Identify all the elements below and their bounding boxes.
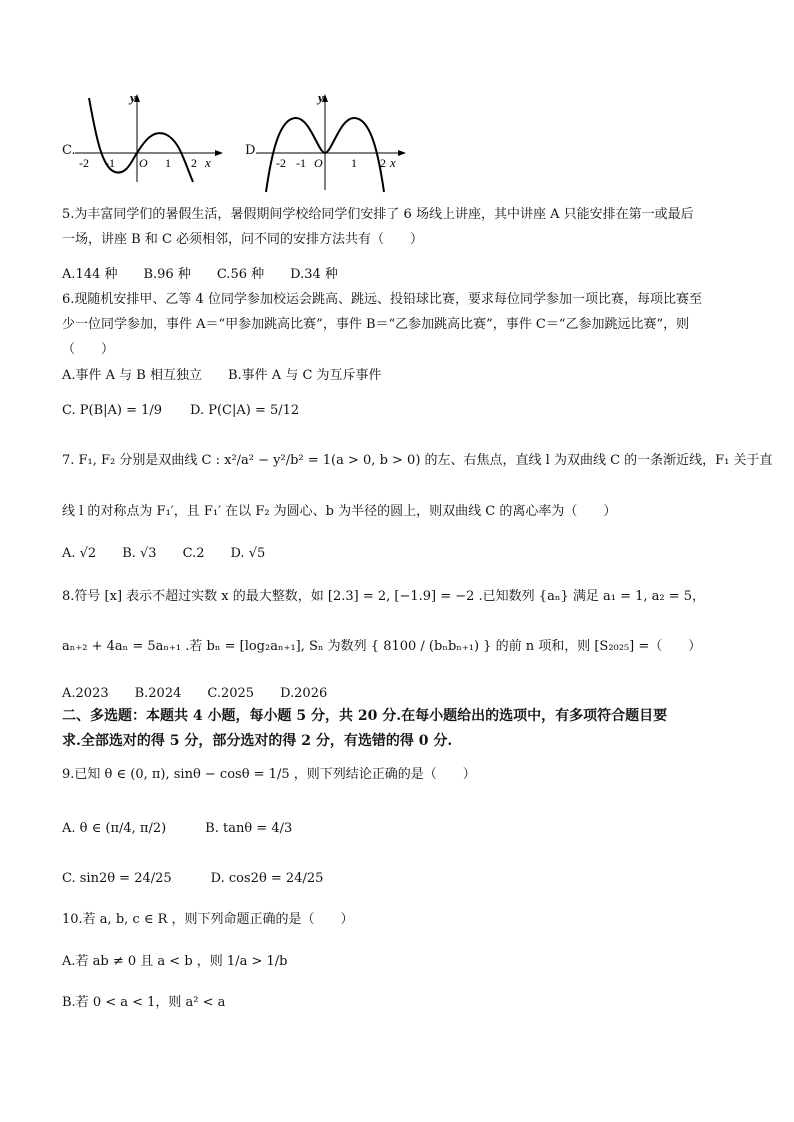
graph-c-x-label: x [205, 155, 211, 170]
graph-c-tick-origin: O [139, 156, 148, 170]
section2-line1: 二、多选题：本题共 4 小题，每小题 5 分，共 20 分.在每小题给出的选项中，有多项符合题目要 [62, 708, 668, 724]
graph-d-tick-1: 1 [351, 156, 357, 170]
graph-d-tick-neg1: -1 [296, 156, 306, 170]
q8-line2: aₙ₊₂ + 4aₙ = 5aₙ₊₁ .若 bₙ = [log₂aₙ₊₁], Sₙ 为数列 { 8100 / (bₙbₙ₊₁) } 的前 n 项和，则 [S₂₀₂₅] =（ ） [62, 639, 702, 654]
graph-c-tick-1: 1 [165, 156, 171, 170]
graph-d [258, 90, 408, 195]
graph-c-tick-neg1: -1 [105, 156, 115, 170]
graph-d-label: D. [245, 143, 260, 158]
graph-d-y-label: y [318, 90, 324, 105]
q9-stem: 9.已知 θ ∈ (0, π), sinθ − cosθ = 1/5 ，则下列结论正确的是（ ） [62, 767, 476, 782]
q9-options-cd: C. sin2θ = 24/25 D. cos2θ = 24/25 [62, 871, 324, 886]
q10-option-b: B.若 0 < a < 1，则 a² < a [62, 995, 226, 1010]
q7-line1: 7. F₁, F₂ 分别是双曲线 C : x²/a² − y²/b² = 1(a > 0, b > 0) 的左、右焦点，直线 l 为双曲线 C 的一条渐近线，F₁ 关于直 [62, 453, 773, 468]
graph-d-tick-2: 2 [380, 156, 386, 170]
graph-c-label: C. [62, 143, 76, 158]
q6-line2: 少一位同学参加，事件 A＝“甲参加跳高比赛”，事件 B＝“乙参加跳高比赛”，事件 C＝“乙参加跳远比赛”，则 [62, 317, 690, 332]
q6-option-d: D. P(C|A) = 5/12 [190, 403, 300, 418]
q5-line2: 一场，讲座 B 和 C 必须相邻，问不同的安排方法共有（ ） [62, 232, 424, 247]
q8-options: A.2023 B.2024 C.2025 D.2026 [62, 686, 328, 701]
graph-c-tick-neg2: -2 [79, 156, 89, 170]
q5-line1: 5.为丰富同学们的暑假生活，暑假期间学校给同学们安排了 6 场线上讲座，其中讲座 A 只能安排在第一或最后 [62, 207, 694, 222]
graph-c-tick-2: 2 [191, 156, 197, 170]
q8-line1: 8.符号 [x] 表示不超过实数 x 的最大整数，如 [2.3] = 2, [−1.9] = −2 .已知数列 {aₙ} 满足 a₁ = 1, a₂ = 5， [62, 589, 706, 604]
q10-stem: 10.若 a, b, c ∈ R ，则下列命题正确的是（ ） [62, 912, 354, 927]
q6-options-ab: A.事件 A 与 B 相互独立 B.事件 A 与 C 为互斥事件 [62, 368, 382, 383]
q5-options: A.144 种 B.96 种 C.56 种 D.34 种 [62, 267, 338, 282]
q10-option-a: A.若 ab ≠ 0 且 a < b ，则 1/a > 1/b [62, 954, 288, 969]
q6-line1: 6.现随机安排甲、乙等 4 位同学参加校运会跳高、跳远、投铅球比赛，要求每位同学参加一项比赛，每项比赛至 [62, 292, 702, 307]
graph-c [75, 90, 225, 185]
section2-line2: 求.全部选对的得 5 分，部分选对的得 2 分，有选错的得 0 分. [62, 733, 453, 749]
q6-line3: （ ） [62, 342, 115, 357]
q7-line2: 线 l 的对称点为 F₁′，且 F₁′ 在以 F₂ 为圆心、b 为半径的圆上，则双曲线 C 的离心率为（ ） [62, 504, 617, 519]
q6-option-c: C. P(B|A) = 1/9 [62, 403, 163, 418]
graph-d-x-label: x [390, 155, 396, 170]
q7-options: A. √2 B. √3 C.2 D. √5 [62, 546, 266, 561]
q9-options-ab: A. θ ∈ (π/4, π/2) B. tanθ = 4/3 [62, 821, 293, 836]
graph-d-tick-neg2: -2 [276, 156, 286, 170]
graph-d-tick-origin: O [314, 156, 323, 170]
graph-c-y-label: y [130, 90, 136, 105]
